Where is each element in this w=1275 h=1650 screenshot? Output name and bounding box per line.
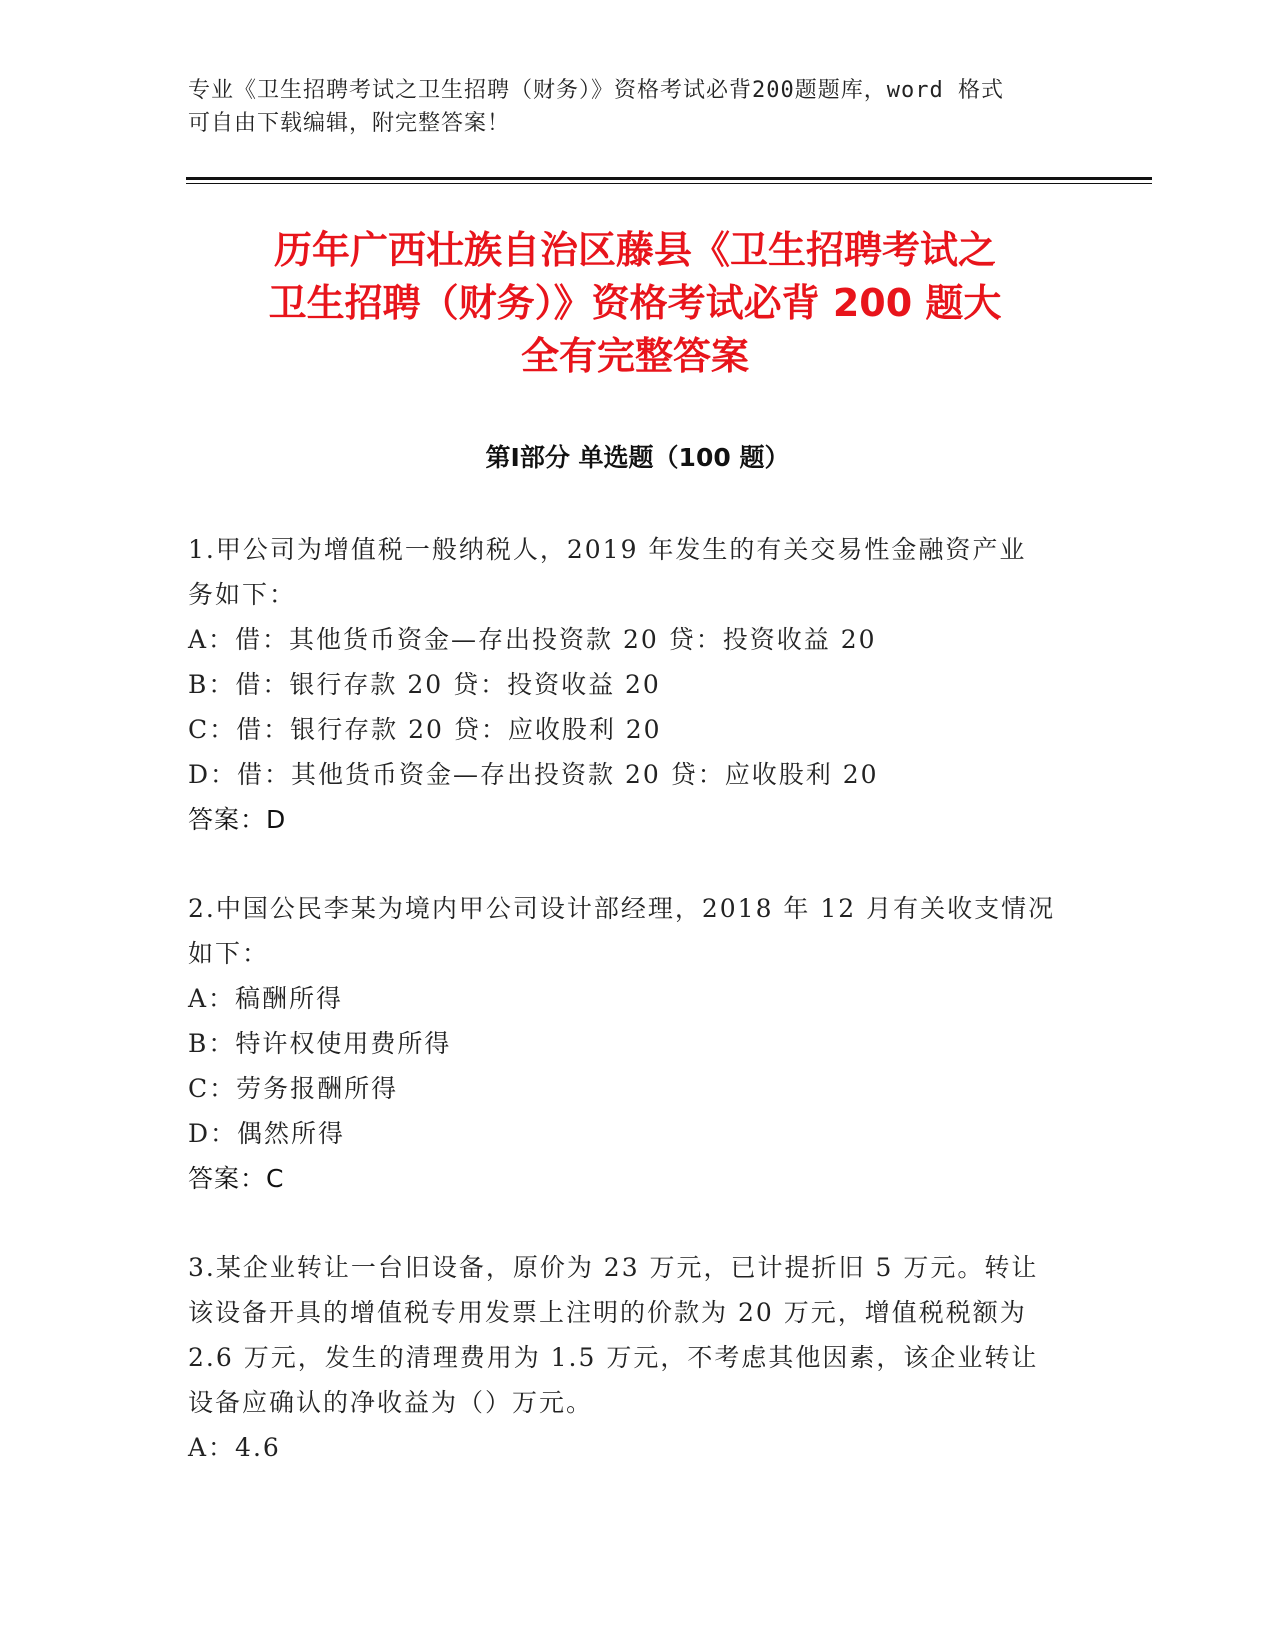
question-stem-line: 2.中国公民李某为境内甲公司设计部经理，2018 年 12 月有关收支情况 bbox=[188, 894, 1056, 923]
option-c: C：借：银行存款 20 贷：应收股利 20 bbox=[188, 715, 662, 744]
question-stem-line: 该设备开具的增值税专用发票上注明的价款为 20 万元，增值税税额为 bbox=[188, 1298, 1027, 1327]
header-divider-thick bbox=[186, 177, 1152, 180]
question-stem-line: 3.某企业转让一台旧设备，原价为 23 万元，已计提折旧 5 万元。转让 bbox=[188, 1253, 1039, 1282]
section-heading: 第Ⅰ部分 单选题（100 题） bbox=[485, 443, 790, 472]
question-stem-line: 2.6 万元，发生的清理费用为 1.5 万元，不考虑其他因素，该企业转让 bbox=[188, 1343, 1039, 1372]
header-note-line-2: 可自由下载编辑，附完整答案！ bbox=[188, 111, 511, 136]
question-stem-line: 1.甲公司为增值税一般纳税人，2019 年发生的有关交易性金融资产业 bbox=[188, 535, 1027, 564]
question-1 bbox=[188, 527, 1088, 842]
question-stem bbox=[188, 1245, 1088, 1425]
option-b: B：借：银行存款 20 贷：投资收益 20 bbox=[188, 670, 661, 699]
header-note-line-1: 专业《卫生招聘考试之卫生招聘（财务）》资格考试必背200题题库，word 格式 bbox=[188, 78, 1004, 103]
answer-line: 答案：D bbox=[188, 805, 287, 834]
question-stem-line: 设备应确认的净收益为（）万元。 bbox=[188, 1388, 594, 1417]
header-divider-thin bbox=[186, 183, 1152, 184]
option-b: B：特许权使用费所得 bbox=[188, 1029, 452, 1058]
header-note bbox=[188, 74, 1068, 140]
option-d: D：借：其他货币资金—存出投资款 20 贷：应收股利 20 bbox=[188, 760, 879, 789]
document-title-line-1: 历年广西壮族自治区藤县《卫生招聘考试之 bbox=[273, 228, 996, 272]
option-a: A：稿酬所得 bbox=[188, 984, 344, 1013]
document-title-line-2: 卫生招聘（财务）》资格考试必背 200 题大 bbox=[268, 281, 1002, 325]
question-stem bbox=[188, 886, 1088, 976]
document-title bbox=[160, 224, 1110, 383]
document-title-line-3: 全有完整答案 bbox=[520, 334, 749, 378]
option-d: D：偶然所得 bbox=[188, 1119, 346, 1148]
question-stem-line: 如下： bbox=[188, 939, 270, 968]
answer-line: 答案：C bbox=[188, 1164, 285, 1193]
question-3 bbox=[188, 1245, 1088, 1470]
option-a: A：借：其他货币资金—存出投资款 20 贷：投资收益 20 bbox=[188, 625, 877, 654]
question-list bbox=[188, 527, 1088, 1514]
question-stem bbox=[188, 527, 1088, 617]
option-c: C：劳务报酬所得 bbox=[188, 1074, 399, 1103]
option-a: A：4.6 bbox=[188, 1433, 281, 1462]
question-stem-line: 务如下： bbox=[188, 580, 297, 609]
question-2 bbox=[188, 886, 1088, 1201]
